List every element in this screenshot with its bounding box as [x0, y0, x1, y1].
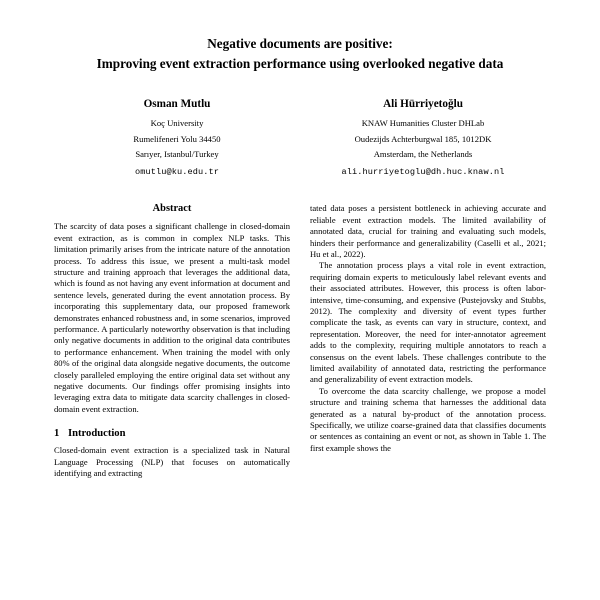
- section-heading-introduction: [54, 428, 290, 439]
- author-affiliation: [54, 116, 300, 162]
- page-title: [54, 34, 546, 74]
- body-columns: [54, 203, 546, 479]
- section-title: Introduction: [68, 428, 126, 440]
- section-number: 1: [54, 428, 60, 440]
- affiliation-line: Rumelifeneri Yolu 34450: [133, 133, 221, 144]
- paragraph: To overcome the data scarcity challenge, we propose a model structure and training schema that harnesses the additional data generated as a natural by-product of the annotation process. Specifically, we utilize coarse-grained data that classifies documents or sentences as containing an event or not, as shown in Table 1. The first example shows the: [310, 385, 546, 453]
- author-name: Ali Hürriyetoğlu: [383, 97, 463, 110]
- paragraph: The annotation process plays a vital role in event extraction, requiring domain experts to meticulously label relevant events and their associated attributes. However, this process is often labor-intensive, time-consuming, and expensive (Pustejovsky and Stubbs, 2012). The complexity and diversity of event types further complicate the task, as events can vary in structure, context, and representation. Moreover, the need for inter-annotator agreement adds to the complexity, requiring multiple annotators to reach a consensus on the event labels. These challenges contribute to the limited availability of annotated data, restricting the performance and generalizability of event extraction models.: [310, 260, 546, 385]
- affiliation-line: Sarıyer, Istanbul/Turkey: [135, 148, 219, 159]
- affiliation-line: Koç University: [150, 118, 204, 129]
- affiliation-line: Oudezijds Achterburgwal 185, 1012DK: [354, 133, 492, 144]
- right-column: [310, 203, 546, 479]
- left-column: [54, 203, 290, 479]
- abstract-heading: Abstract: [152, 203, 192, 215]
- paragraph: tated data poses a persistent bottleneck in achieving accurate and reliable event extraction models. The limited availability of annotated data, crucial for training and evaluating such models, hinders their performance and generalizability (Caselli et al., 2021; Hu et al., 2022).: [310, 203, 546, 259]
- author-block: [54, 96, 546, 178]
- title-line-1: Negative documents are positive:: [207, 36, 393, 51]
- author-1: [54, 96, 300, 178]
- author-email[interactable]: omutlu@ku.edu.tr: [134, 167, 220, 178]
- author-email[interactable]: ali.hurriyetoglu@dh.huc.knaw.nl: [341, 167, 505, 178]
- author-affiliation: [300, 116, 546, 162]
- introduction-paragraph: Closed-domain event extraction is a specialized task in Natural Language Processing (NLP) that focuses on automatically identifying and extracting: [54, 445, 290, 478]
- abstract-text: The scarcity of data poses a significant challenge in closed-domain event extraction, as is common in complex NLP tasks. This limitation primarily arises from the intricate nature of the annotation process. To address this issue, we present a multi-task model structure and training approach that leverages the additional data, which is found as not having any event information at document and sentence levels, generated during the event annotation process. By incorporating this supplementary data, our proposed framework demonstrates enhanced robustness and, in some scenarios, improved performance. A particularly noteworthy observation is that including only negative documents in addition to the original data contributes to performance enhancement. When training the model with only 80% of the original data alongside negative documents, the outcome closely paralleled employing the entire original data set without any negative documents. Our findings offer promising insights into leveraging extra data to mitigate data scarcity challenges in closed-domain event extraction.: [54, 221, 290, 414]
- author-name: Osman Mutlu: [143, 97, 211, 110]
- title-line-2: Improving event extraction performance using overlooked negative data: [96, 55, 504, 71]
- affiliation-line: Amsterdam, the Netherlands: [373, 148, 473, 159]
- affiliation-line: KNAW Humanities Cluster DHLab: [361, 118, 485, 129]
- author-2: [300, 96, 546, 178]
